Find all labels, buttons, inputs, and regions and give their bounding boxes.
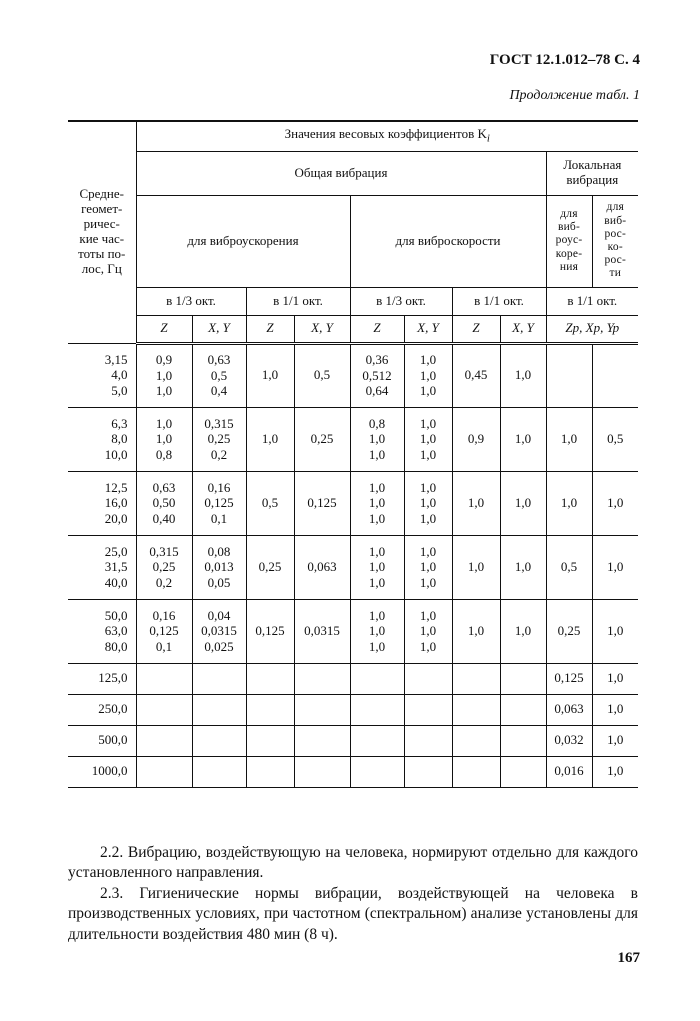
acceleration-header: для виброускорения (136, 195, 350, 287)
accel-11-xy-cell: 0,5 (294, 343, 350, 407)
local-velocity-cell: 0,5 (592, 407, 638, 471)
frequency-cell (68, 471, 136, 535)
empty-cell (350, 756, 404, 787)
frequency-cell (68, 407, 136, 471)
stub-header-line: кие час- (79, 231, 125, 247)
velocity-11-xy-cell: 1,0 (500, 471, 546, 535)
cell-value: 1,0 (419, 352, 437, 368)
cell-value: 1,0 (368, 543, 386, 559)
cell-value: 0,25 (152, 559, 176, 575)
cell-value: 0,1 (210, 510, 228, 526)
empty-cell (246, 725, 294, 756)
frequency-stub-header (68, 121, 136, 343)
cell-value: 1,0 (419, 367, 437, 383)
table-row (68, 694, 638, 725)
axis-z-header: Z (136, 315, 192, 343)
empty-cell (136, 725, 192, 756)
empty-cell (350, 694, 404, 725)
cell-value: 1,0 (368, 623, 386, 639)
axis-xy-header: X, Y (192, 315, 246, 343)
paragraph-2-3: 2.3. Гигиенические нормы вибрации, воздействующей на человека в производственных условиях, при частотном (спектральном) анализе установлены для длительности воздействия 480 мин (8 ч). (68, 885, 638, 943)
table-row (68, 535, 638, 599)
empty-cell (294, 694, 350, 725)
empty-cell (452, 663, 500, 694)
cell-value: 1,0 (155, 367, 173, 383)
cell-value: 0,125 (204, 495, 234, 511)
cell-value: 5,0 (111, 382, 128, 398)
cell-value: 0,125 (149, 623, 179, 639)
velocity-13-z-cell (350, 407, 404, 471)
cell-value: 1,0 (368, 446, 386, 462)
cell-value: 0,013 (204, 559, 234, 575)
cell-value: 0,4 (210, 383, 228, 399)
accel-13-z-cell (136, 599, 192, 663)
page-number: 167 (617, 950, 640, 966)
cell-value: 1,0 (419, 495, 437, 511)
empty-cell (500, 725, 546, 756)
frequency-cell: 500,0 (68, 725, 136, 756)
axis-xy-header: X, Y (500, 315, 546, 343)
axis-xy-header: X, Y (404, 315, 452, 343)
local-velocity-cell: 1,0 (592, 663, 638, 694)
axis-z-header: Z (246, 315, 294, 343)
cell-value: 0,16 (207, 479, 231, 495)
empty-cell (192, 694, 246, 725)
stub-header-line: тоты по- (78, 246, 126, 262)
local-accel-header-line: роус- (555, 234, 583, 247)
cell-value: 0,8 (368, 415, 386, 431)
local-velocity-header (592, 195, 638, 287)
cell-value: 0,9 (155, 352, 173, 368)
empty-cell (500, 663, 546, 694)
accel-11-xy-cell: 0,0315 (294, 599, 350, 663)
cell-value: 0,50 (152, 495, 176, 511)
table-row (68, 663, 638, 694)
local-velocity-cell: 1,0 (592, 725, 638, 756)
velocity-13-xy-cell (404, 407, 452, 471)
axis-z-header: Z (452, 315, 500, 343)
cell-value: 1,0 (155, 415, 173, 431)
velocity-13-xy-cell (404, 599, 452, 663)
velocity-11-xy-cell: 1,0 (500, 343, 546, 407)
cell-value: 1,0 (368, 510, 386, 526)
table-row (68, 599, 638, 663)
velocity-13-xy-cell (404, 535, 452, 599)
cell-value: 1,0 (368, 559, 386, 575)
empty-cell (136, 694, 192, 725)
cell-value: 3,15 (104, 351, 128, 367)
empty-cell (500, 756, 546, 787)
local-accel-cell: 1,0 (546, 407, 592, 471)
accel-13-z-cell (136, 407, 192, 471)
cell-value: 1,0 (368, 479, 386, 495)
cell-value: 1,0 (419, 383, 437, 399)
empty-cell (500, 694, 546, 725)
stub-header-line: Средне- (79, 186, 124, 202)
velocity-13-xy-cell (404, 471, 452, 535)
cell-value: 1,0 (368, 495, 386, 511)
accel-11-xy-cell: 0,063 (294, 535, 350, 599)
frequency-cell (68, 599, 136, 663)
velocity-11-z-cell: 1,0 (452, 471, 500, 535)
cell-value: 0,8 (155, 446, 173, 462)
velocity-13-xy-cell (404, 343, 452, 407)
accel-13-xy-cell (192, 471, 246, 535)
accel-13-xy-cell (192, 343, 246, 407)
general-vibration-header: Общая вибрация (136, 151, 546, 195)
empty-cell (350, 725, 404, 756)
empty-cell (404, 756, 452, 787)
local-velocity-cell: 1,0 (592, 599, 638, 663)
empty-cell (404, 663, 452, 694)
empty-cell (136, 756, 192, 787)
local-vel-header-line: рос- (604, 227, 627, 240)
axis-xy-header: X, Y (294, 315, 350, 343)
cell-value: 63,0 (104, 623, 128, 639)
frequency-cell: 1000,0 (68, 756, 136, 787)
accel-13-xy-cell (192, 535, 246, 599)
velocity-third-octave-header: в 1/3 окт. (350, 287, 452, 315)
accel-11-z-cell: 1,0 (246, 407, 294, 471)
local-accel-header-line: виб- (557, 221, 581, 234)
local-velocity-cell: 1,0 (592, 694, 638, 725)
cell-value: 1,0 (419, 623, 437, 639)
cell-value: 0,315 (204, 415, 234, 431)
cell-value: 1,0 (419, 415, 437, 431)
cell-value: 1,0 (419, 446, 437, 462)
table-row (68, 407, 638, 471)
accel-11-xy-cell: 0,25 (294, 407, 350, 471)
local-vel-header-line: ти (609, 267, 622, 280)
local-accel-cell: 0,125 (546, 663, 592, 694)
local-acceleration-header (546, 195, 592, 287)
table-row (68, 756, 638, 787)
frequency-cell: 125,0 (68, 663, 136, 694)
paragraph-2-2: 2.2. Вибрацию, воздействующую на человека, нормируют отдельно для каждого установленного направления. (68, 844, 638, 882)
velocity-11-xy-cell: 1,0 (500, 599, 546, 663)
local-accel-cell: 0,063 (546, 694, 592, 725)
cell-value: 1,0 (155, 431, 173, 447)
accel-13-xy-cell (192, 599, 246, 663)
velocity-header: для виброскорости (350, 195, 546, 287)
velocity-11-z-cell: 1,0 (452, 535, 500, 599)
cell-value: 31,5 (104, 559, 128, 575)
local-vel-header-line: виб- (604, 214, 627, 227)
cell-value: 1,0 (368, 607, 386, 623)
cell-value: 1,0 (419, 543, 437, 559)
accel-11-z-cell: 0,125 (246, 599, 294, 663)
local-accel-header-line: ния (559, 260, 579, 273)
velocity-13-z-cell (350, 343, 404, 407)
velocity-11-z-cell: 0,9 (452, 407, 500, 471)
cell-value: 1,0 (419, 574, 437, 590)
local-accel-cell: 0,016 (546, 756, 592, 787)
cell-value: 1,0 (419, 479, 437, 495)
cell-value: 0,2 (155, 574, 173, 590)
velocity-11-xy-cell: 1,0 (500, 535, 546, 599)
empty-cell (246, 694, 294, 725)
empty-cell (452, 725, 500, 756)
cell-value: 0,16 (152, 607, 176, 623)
accel-13-xy-cell (192, 407, 246, 471)
accel-13-z-cell (136, 535, 192, 599)
velocity-11-z-cell: 1,0 (452, 599, 500, 663)
local-accel-cell: 0,5 (546, 535, 592, 599)
document-code: ГОСТ 12.1.012–78 С. 4 (489, 52, 640, 68)
local-accel-header-line: коре- (555, 247, 583, 260)
local-accel-cell: 0,032 (546, 725, 592, 756)
local-axes-header: Zp, Xp, Yp (546, 315, 638, 343)
cell-value: 1,0 (419, 638, 437, 654)
cell-value: 0,63 (152, 479, 176, 495)
empty-cell (294, 756, 350, 787)
stub-header-line: лос, Гц (81, 261, 122, 277)
cell-value: 0,04 (207, 607, 231, 623)
local-vel-header-line: рос- (604, 254, 627, 267)
frequency-cell (68, 535, 136, 599)
cell-value: 0,512 (362, 367, 392, 383)
empty-cell (452, 756, 500, 787)
accel-11-z-cell: 0,5 (246, 471, 294, 535)
cell-value: 0,64 (365, 383, 389, 399)
accel-third-octave-header: в 1/3 окт. (136, 287, 246, 315)
cell-value: 1,0 (368, 638, 386, 654)
local-vel-header-line: ко- (607, 241, 623, 253)
cell-value: 1,0 (419, 431, 437, 447)
axis-z-header: Z (350, 315, 404, 343)
weighting-coefficients-table (68, 120, 638, 788)
empty-cell (294, 663, 350, 694)
local-velocity-cell: 1,0 (592, 471, 638, 535)
cell-value: 0,5 (210, 367, 228, 383)
velocity-11-z-cell: 0,45 (452, 343, 500, 407)
local-velocity-cell: 1,0 (592, 535, 638, 599)
empty-cell (404, 725, 452, 756)
local-accel-header-line: для (560, 207, 578, 220)
empty-cell (246, 756, 294, 787)
empty-cell (452, 694, 500, 725)
local-velocity-cell: 1,0 (592, 756, 638, 787)
cell-value: 25,0 (104, 543, 128, 559)
cell-value: 0,25 (207, 431, 231, 447)
cell-value: 0,1 (155, 638, 173, 654)
cell-value: 0,36 (365, 352, 389, 368)
empty-cell (192, 725, 246, 756)
velocity-13-z-cell (350, 471, 404, 535)
cell-value: 1,0 (368, 431, 386, 447)
velocity-octave-header: в 1/1 окт. (452, 287, 546, 315)
weights-title: Значения весовых коэффициентов $K_i$ (136, 121, 638, 151)
accel-13-z-cell (136, 471, 192, 535)
cell-value: 1,0 (419, 559, 437, 575)
table-row (68, 471, 638, 535)
empty-cell (246, 663, 294, 694)
table-row (68, 343, 638, 407)
local-vel-header-line: для (606, 201, 624, 214)
cell-value: 0,2 (210, 446, 228, 462)
velocity-11-xy-cell: 1,0 (500, 407, 546, 471)
frequency-cell: 250,0 (68, 694, 136, 725)
accel-octave-header: в 1/1 окт. (246, 287, 350, 315)
empty-cell (294, 725, 350, 756)
cell-value: 6,3 (111, 415, 128, 431)
cell-value: 8,0 (111, 431, 128, 447)
cell-value: 10,0 (104, 446, 128, 462)
cell-value: 0,40 (152, 510, 176, 526)
cell-value: 16,0 (104, 495, 128, 511)
stub-header-line: геомет- (81, 201, 123, 217)
cell-value: 1,0 (419, 510, 437, 526)
empty-cell (404, 694, 452, 725)
local-accel-cell (546, 343, 592, 407)
cell-value: 50,0 (104, 607, 128, 623)
accel-11-z-cell: 0,25 (246, 535, 294, 599)
empty-cell (192, 663, 246, 694)
empty-cell (350, 663, 404, 694)
velocity-13-z-cell (350, 599, 404, 663)
cell-value: 40,0 (104, 574, 128, 590)
frequency-cell (68, 343, 136, 407)
accel-11-z-cell: 1,0 (246, 343, 294, 407)
local-vibration-header: Локальная вибрация (546, 151, 638, 195)
table-continuation-label: Продолжение табл. 1 (509, 88, 640, 103)
stub-header-line: ричес- (83, 216, 120, 232)
accel-13-z-cell (136, 343, 192, 407)
cell-value: 20,0 (104, 510, 128, 526)
empty-cell (192, 756, 246, 787)
empty-cell (136, 663, 192, 694)
velocity-13-z-cell (350, 535, 404, 599)
local-octave-header: в 1/1 окт. (546, 287, 638, 315)
cell-value: 0,63 (207, 352, 231, 368)
cell-value: 0,05 (207, 574, 231, 590)
cell-value: 12,5 (104, 479, 128, 495)
local-accel-cell: 0,25 (546, 599, 592, 663)
local-velocity-cell (592, 343, 638, 407)
cell-value: 0,315 (149, 543, 179, 559)
cell-value: 1,0 (368, 574, 386, 590)
local-accel-cell: 1,0 (546, 471, 592, 535)
cell-value: 0,025 (204, 638, 234, 654)
cell-value: 1,0 (155, 383, 173, 399)
table-row (68, 725, 638, 756)
cell-value: 0,0315 (201, 623, 237, 639)
accel-11-xy-cell: 0,125 (294, 471, 350, 535)
cell-value: 4,0 (111, 367, 128, 383)
cell-value: 80,0 (104, 638, 128, 654)
cell-value: 1,0 (419, 607, 437, 623)
cell-value: 0,08 (207, 543, 231, 559)
